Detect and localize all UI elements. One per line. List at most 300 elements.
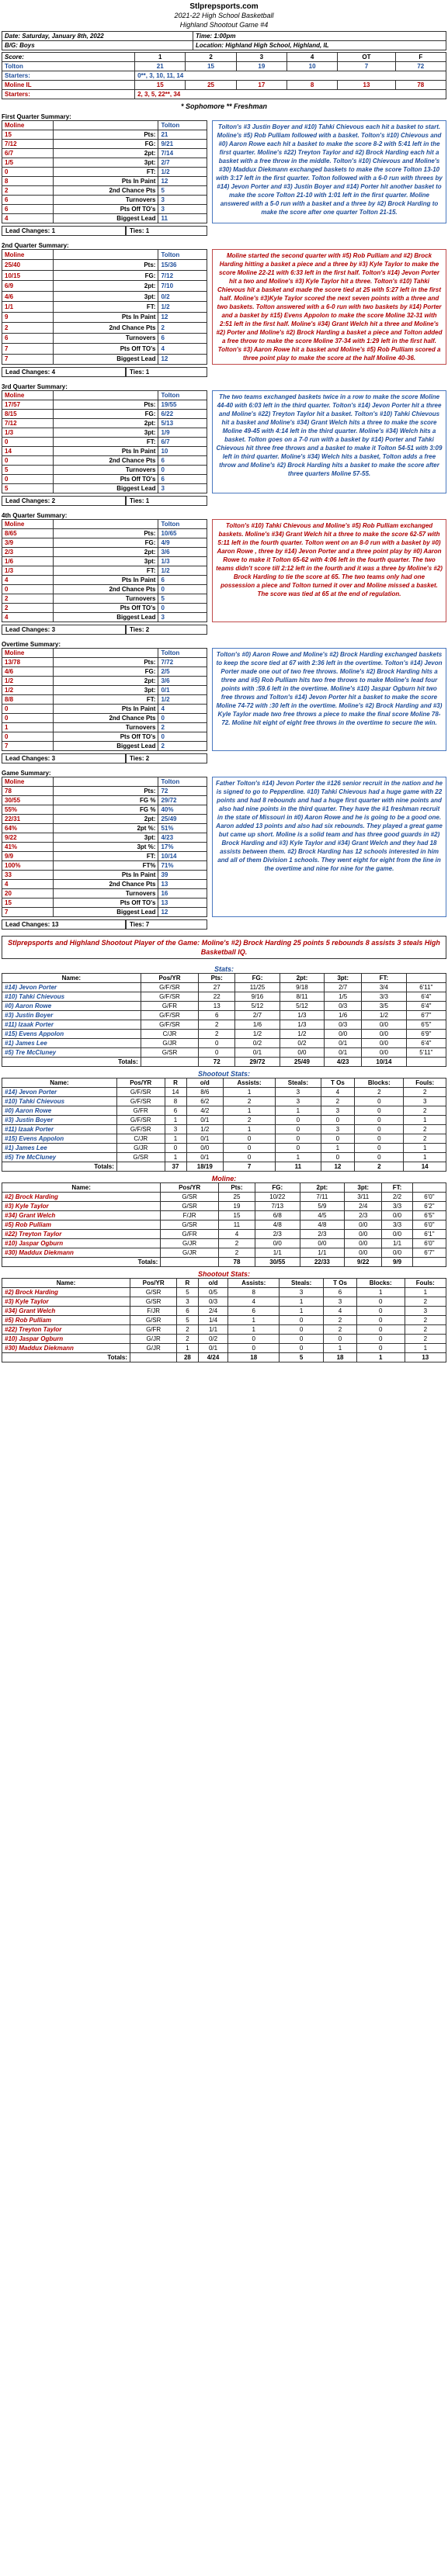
player-cell: 6'5" [406, 1020, 446, 1030]
stat-label: 2pt %: [53, 824, 158, 833]
stat-row [2, 677, 207, 686]
lead-changes-box [2, 919, 207, 930]
player-cell: 3 [177, 1297, 198, 1307]
player-cell: 6 [228, 1307, 280, 1316]
quarter-narrative: Tolton's #3 Justin Boyer and #10) Tahki Chievous each hit a basket to start. Moline's #5) Rob Pulliam followed with a basket. Tolton's #10) Chievous and #0) Aaron Rowe each hit a basket to make the score 8-2 with 5:41 left in the first quarter. Moline's #22) Treyton Taylor and #2) Brock Harding each hit a basket with a free throw in the middle. Tolton's #10) Chievous and Moline's #30) Maddux Diekmann exchanged baskets to make the score Tolton 13-10 with 3:17 left in the first quarter. Tolton followed with a 6-0 run with threes by #14) Jevon Porter and #3) Justin Boyer and #14) Porter hit another basket to make the score Tolton 21-10 with 1:01 left in the first quarter. Moline answered with a 5-0 run with a basket and a three by #2) Brock Harding to make the score after one quarter Tolton 21-15. [212, 120, 446, 223]
stat-label: Pts: [53, 658, 158, 667]
home-stat: 17/57 [2, 400, 54, 410]
home-stat: 33 [2, 871, 54, 880]
lead-changes-box [2, 625, 207, 635]
away-stat: 2 [158, 742, 207, 751]
away-stat: 16 [158, 889, 207, 898]
home-stat: 7 [2, 344, 54, 354]
away-stat: 0/2 [158, 291, 207, 301]
home-team-label: Moline [2, 649, 54, 658]
player-cell: 6'7" [412, 1248, 446, 1258]
player-cell: #2) Brock Harding [2, 1193, 161, 1202]
column-header: Assists: [228, 1279, 280, 1288]
column-header: Pos/YR [161, 1183, 219, 1193]
stat-row [2, 880, 207, 889]
player-cell: 2 [324, 1325, 357, 1335]
player-cell: 2 [177, 1325, 198, 1335]
totals-cell [406, 1058, 446, 1067]
player-cell: #1) James Lee [2, 1144, 117, 1153]
player-cell: 0 [228, 1344, 280, 1353]
away-stat: 4 [158, 705, 207, 714]
player-cell: #15) Evens Appolon [2, 1030, 141, 1039]
box-score-table [2, 1278, 446, 1362]
away-stat: 17% [158, 843, 207, 852]
stat-label-header [53, 777, 158, 787]
player-row [2, 1088, 446, 1097]
quarter-stats-header [2, 649, 207, 658]
period-score: 19 [236, 62, 287, 71]
player-cell: 0 [321, 1153, 355, 1162]
player-cell: 0/1 [325, 1039, 362, 1048]
totals-cell [116, 1162, 165, 1172]
stat-row [2, 613, 207, 622]
away-team-label: Tolton [158, 520, 207, 529]
stat-label: Pts In Paint [53, 871, 158, 880]
stat-row [2, 686, 207, 695]
player-cell: #30) Maddux Diekmann [2, 1248, 161, 1258]
player-cell: 2 [405, 1297, 446, 1307]
player-cell: F/JR [130, 1307, 177, 1316]
away-stat: 2/7 [158, 158, 207, 168]
lead-changes: Lead Changes: 13 [2, 919, 126, 930]
stat-row [2, 548, 207, 557]
quarter-block [2, 120, 446, 223]
player-cell: 2 [405, 1316, 446, 1325]
player-cell: 2 [404, 1106, 446, 1116]
away-stat: 2 [158, 723, 207, 732]
box-score-table [2, 1078, 446, 1172]
stat-row [2, 576, 207, 585]
totals-cell [130, 1353, 177, 1362]
away-stat: 25/49 [158, 815, 207, 824]
away-stat: 0 [158, 732, 207, 742]
totals-row [2, 1258, 446, 1267]
player-row [2, 1116, 446, 1125]
player-cell: #10) Jaspar Ogburn [2, 1335, 130, 1344]
player-cell: G/F/SR [141, 992, 198, 1002]
player-cell: 0 [356, 1344, 405, 1353]
player-cell: 1/1 [198, 1325, 228, 1335]
stat-label: FG % [53, 805, 158, 815]
player-cell: #15) Evens Appolon [2, 1134, 117, 1144]
home-stat: 0 [2, 168, 54, 177]
score-team-row [2, 62, 446, 71]
player-cell: G/F/SR [116, 1125, 165, 1134]
quarter-block [2, 249, 446, 365]
player-cell: 0 [355, 1106, 404, 1116]
stat-row [2, 843, 207, 852]
totals-cell: 29/72 [235, 1058, 280, 1067]
player-cell: 0 [224, 1144, 276, 1153]
player-cell: 1/6 [235, 1020, 280, 1030]
away-stat: 51% [158, 824, 207, 833]
home-stat: 15 [2, 898, 54, 908]
stat-row [2, 270, 207, 280]
away-stat: 4/9 [158, 538, 207, 548]
player-cell: 2/4 [198, 1307, 228, 1316]
period-score: 72 [395, 62, 446, 71]
player-cell: 1/2 [362, 1011, 406, 1020]
player-cell: 1 [224, 1088, 276, 1097]
quarter-stats-table [2, 390, 207, 493]
period-score: 10 [287, 62, 337, 71]
stat-row [2, 354, 207, 364]
game-date: Date: Saturday, January 8th, 2022 [2, 32, 193, 41]
lead-changes: Lead Changes: 3 [2, 625, 126, 635]
stat-label: Pts: [53, 529, 158, 538]
stat-row [2, 529, 207, 538]
home-stat: 7 [2, 742, 54, 751]
player-cell: 8 [165, 1097, 186, 1106]
player-cell: 3 [404, 1097, 446, 1106]
away-stat: 1/2 [158, 168, 207, 177]
home-stat: 8/8 [2, 695, 54, 705]
player-cell: 2/3 [345, 1211, 382, 1220]
player-cell: 1 [324, 1344, 357, 1353]
home-stat: 25/40 [2, 260, 54, 270]
player-cell: 0/3 [198, 1297, 228, 1307]
player-cell: 6'9" [406, 1030, 446, 1039]
away-stat: 1/3 [158, 557, 207, 566]
player-cell: 0 [355, 1153, 404, 1162]
stat-label: Turnovers [53, 466, 158, 475]
player-cell: #34) Grant Welch [2, 1211, 161, 1220]
stat-row [2, 456, 207, 466]
player-cell: 4 [228, 1297, 280, 1307]
lead-changes: Lead Changes: 2 [2, 496, 126, 506]
home-stat: 100% [2, 861, 54, 871]
player-row [2, 1230, 446, 1239]
column-header: Name: [2, 1183, 161, 1193]
player-cell: 0 [355, 1134, 404, 1144]
stat-row [2, 815, 207, 824]
stat-label: 2pt: [53, 815, 158, 824]
totals-cell: 4/24 [198, 1353, 228, 1362]
stat-row [2, 667, 207, 677]
away-stat: 6/22 [158, 410, 207, 419]
stat-row [2, 196, 207, 205]
player-cell: 1/4 [198, 1316, 228, 1325]
player-cell: 6'0" [412, 1193, 446, 1202]
starters-list: 2, 3, 5, 22**, 34 [135, 90, 446, 99]
stat-row [2, 861, 207, 871]
player-cell: 1/3 [280, 1011, 324, 1020]
away-stat: 1/2 [158, 302, 207, 312]
player-cell: 19 [218, 1202, 255, 1211]
player-cell: 0/1 [325, 1048, 362, 1058]
ties: Ties: 1 [126, 367, 207, 377]
player-cell: 5 [177, 1316, 198, 1325]
player-cell: 0/0 [186, 1144, 224, 1153]
stat-label: FT: [53, 438, 158, 447]
player-cell: G/F/SR [141, 983, 198, 992]
player-cell: 9/18 [280, 983, 324, 992]
stat-label: FT: [53, 302, 158, 312]
player-row [2, 1048, 446, 1058]
stat-row [2, 538, 207, 548]
away-team-label: Tolton [158, 121, 207, 130]
game-location: Location: Highland High School, Highland, IL [193, 41, 446, 50]
home-stat: 6/9 [2, 281, 54, 291]
player-cell: 0/0 [345, 1239, 382, 1248]
player-cell: 3 [165, 1125, 186, 1134]
player-cell: 3 [321, 1125, 355, 1134]
stat-label: 2nd Chance Pts [53, 880, 158, 889]
totals-cell [412, 1258, 446, 1267]
stat-label: Biggest Lead [53, 908, 158, 917]
team-name: Moline IL [2, 81, 135, 90]
totals-cell: 13 [405, 1353, 446, 1362]
away-stat: 6 [158, 576, 207, 585]
stat-label: FG: [53, 538, 158, 548]
stat-row [2, 168, 207, 177]
stat-row [2, 824, 207, 833]
player-cell: 2 [224, 1097, 276, 1106]
stat-label: 2nd Chance Pts [53, 186, 158, 196]
stat-row [2, 585, 207, 594]
totals-cell: Totals: [2, 1353, 130, 1362]
stat-label: 2pt: [53, 677, 158, 686]
stat-row [2, 410, 207, 419]
stat-label: FT: [53, 168, 158, 177]
player-row [2, 1202, 446, 1211]
stat-row [2, 805, 207, 815]
stat-row [2, 705, 207, 714]
stat-label-header [53, 649, 158, 658]
player-cell: G/SR [161, 1220, 219, 1230]
player-cell: 0 [355, 1116, 404, 1125]
totals-cell: 37 [165, 1162, 186, 1172]
stat-label: Pts In Paint [53, 447, 158, 456]
stat-label: Turnovers [53, 333, 158, 343]
player-cell: 7/11 [300, 1193, 345, 1202]
score-col-header: 3 [236, 53, 287, 62]
box-score-header [2, 974, 446, 983]
player-row [2, 1097, 446, 1106]
score-col-header: OT [338, 53, 395, 62]
home-stat: 7/12 [2, 140, 54, 149]
stat-label: Pts: [53, 787, 158, 796]
away-stat: 12 [158, 908, 207, 917]
player-cell: G/FR [116, 1106, 165, 1116]
period-score: 17 [236, 81, 287, 90]
player-cell: 14 [165, 1088, 186, 1097]
player-cell: 4 [324, 1307, 357, 1316]
home-team-label: Moline [2, 121, 54, 130]
totals-cell: 30/55 [255, 1258, 300, 1267]
away-team-label: Tolton [158, 777, 207, 787]
totals-cell: 9/9 [382, 1258, 413, 1267]
player-cell: G/SR [141, 1048, 198, 1058]
player-cell: #34) Grant Welch [2, 1307, 130, 1316]
player-cell: #0) Aaron Rowe [2, 1002, 141, 1011]
stat-row [2, 419, 207, 428]
player-cell: 0/0 [362, 1030, 406, 1039]
player-cell: 6'4" [406, 992, 446, 1002]
player-cell: 1 [228, 1325, 280, 1335]
player-row [2, 1297, 446, 1307]
lead-changes: Lead Changes: 4 [2, 367, 126, 377]
player-cell: G/JR [116, 1144, 165, 1153]
player-cell: 6'5" [412, 1211, 446, 1220]
player-cell: #11) Izaak Porter [2, 1125, 117, 1134]
quarter-stats-header [2, 391, 207, 400]
player-cell: 3/3 [382, 1202, 413, 1211]
away-stat: 12 [158, 354, 207, 364]
column-header: o/d [186, 1079, 224, 1088]
section-title: Game Summary: [2, 770, 51, 777]
away-stat: 19/55 [158, 400, 207, 410]
player-cell: 0 [280, 1344, 324, 1353]
home-stat: 5 [2, 466, 54, 475]
player-row [2, 1125, 446, 1134]
home-stat: 1/3 [2, 566, 54, 576]
totals-cell: 7 [224, 1162, 276, 1172]
home-stat: 4/6 [2, 667, 54, 677]
quarter-stats-table [2, 120, 207, 223]
player-cell: 6 [165, 1106, 186, 1116]
player-row [2, 1344, 446, 1353]
player-cell: 15 [218, 1211, 255, 1220]
player-cell: 0 [321, 1116, 355, 1125]
stat-row [2, 723, 207, 732]
away-stat: 1/2 [158, 566, 207, 576]
player-cell: 8/6 [186, 1088, 224, 1097]
score-label: Score: [2, 53, 135, 62]
stat-label: 2nd Chance Pts [53, 323, 158, 333]
player-cell: #3) Justin Boyer [2, 1116, 117, 1125]
away-stat: 12 [158, 312, 207, 322]
column-header: R [177, 1279, 198, 1288]
player-cell: 0 [199, 1048, 235, 1058]
player-cell: 1 [165, 1153, 186, 1162]
player-cell: 0 [280, 1325, 324, 1335]
player-cell: 1 [165, 1116, 186, 1125]
player-cell: 0 [276, 1144, 321, 1153]
column-header: o/d [198, 1279, 228, 1288]
player-cell: 2/3 [255, 1230, 300, 1239]
stat-label: 2pt: [53, 281, 158, 291]
home-stat: 4 [2, 214, 54, 223]
home-stat: 1/2 [2, 677, 54, 686]
player-cell: 0/1 [186, 1116, 224, 1125]
stat-row [2, 447, 207, 456]
stat-label: Biggest Lead [53, 613, 158, 622]
stat-label: Pts Off TO's [53, 898, 158, 908]
player-cell: 2 [321, 1097, 355, 1106]
player-cell: 6'0" [412, 1239, 446, 1248]
player-cell: 1 [356, 1288, 405, 1297]
player-cell: 6 [177, 1307, 198, 1316]
player-cell: 4/5 [300, 1211, 345, 1220]
player-cell: #5) Rob Pulliam [2, 1316, 130, 1325]
player-cell: 1 [276, 1153, 321, 1162]
totals-cell [141, 1058, 198, 1067]
player-cell: 27 [199, 983, 235, 992]
player-cell: 6'2" [412, 1202, 446, 1211]
home-stat: 6 [2, 205, 54, 214]
stat-label: Pts Off TO's [53, 205, 158, 214]
column-header: Steals: [276, 1079, 321, 1088]
player-cell: 0 [321, 1134, 355, 1144]
quarter-stats-header [2, 520, 207, 529]
home-stat: 6/7 [2, 149, 54, 158]
ties: Ties: 2 [126, 625, 207, 635]
stat-label: Pts Off TO's [53, 475, 158, 484]
player-cell: 2 [224, 1116, 276, 1125]
player-row [2, 1020, 446, 1030]
away-stat: 21 [158, 130, 207, 140]
totals-cell: 11 [276, 1162, 321, 1172]
home-stat: 1/2 [2, 686, 54, 695]
player-cell: 0/2 [235, 1039, 280, 1048]
away-stat: 5 [158, 594, 207, 604]
section-title: 2nd Quarter Summary: [2, 242, 69, 249]
player-cell: 3/3 [382, 1220, 413, 1230]
player-cell: 2/2 [382, 1193, 413, 1202]
column-header: Blocks: [356, 1279, 405, 1288]
player-cell: 0/0 [255, 1239, 300, 1248]
column-header: Name: [2, 1279, 130, 1288]
stat-label: 2nd Chance Pts [53, 585, 158, 594]
player-cell: 0/0 [362, 1020, 406, 1030]
player-row [2, 1002, 446, 1011]
score-table [2, 52, 446, 99]
stat-label: Biggest Lead [53, 354, 158, 364]
stat-label: FT% [53, 861, 158, 871]
player-cell: 1/5 [325, 992, 362, 1002]
stat-label: Pts: [53, 130, 158, 140]
player-cell: 2 [404, 1134, 446, 1144]
stat-label: FT: [53, 852, 158, 861]
player-cell: #1) James Lee [2, 1039, 141, 1048]
player-cell: 11 [218, 1220, 255, 1230]
stat-row [2, 302, 207, 312]
score-col-header: F [395, 53, 446, 62]
player-row [2, 1288, 446, 1297]
stat-label: Pts: [53, 400, 158, 410]
player-cell: 0/0 [362, 1048, 406, 1058]
home-stat: 5 [2, 484, 54, 493]
player-cell: 2 [218, 1248, 255, 1258]
away-stat: 2/5 [158, 667, 207, 677]
player-cell: 0/0 [300, 1239, 345, 1248]
home-stat: 78 [2, 787, 54, 796]
period-score: 21 [135, 62, 186, 71]
team-name: Tolton [2, 62, 135, 71]
away-stat: 7/10 [158, 281, 207, 291]
stat-row [2, 400, 207, 410]
column-header: FT: [382, 1183, 413, 1193]
away-stat: 71% [158, 861, 207, 871]
totals-cell: 18 [324, 1353, 357, 1362]
home-stat: 2 [2, 323, 54, 333]
totals-cell: 72 [199, 1058, 235, 1067]
player-cell: 1 [404, 1153, 446, 1162]
moline-stats-title: Moline: [211, 1175, 237, 1182]
stat-row [2, 428, 207, 438]
away-stat: 7/14 [158, 149, 207, 158]
starters-row [2, 71, 446, 81]
totals-cell: 22/33 [300, 1258, 345, 1267]
away-stat: 12 [158, 177, 207, 186]
stat-row [2, 557, 207, 566]
